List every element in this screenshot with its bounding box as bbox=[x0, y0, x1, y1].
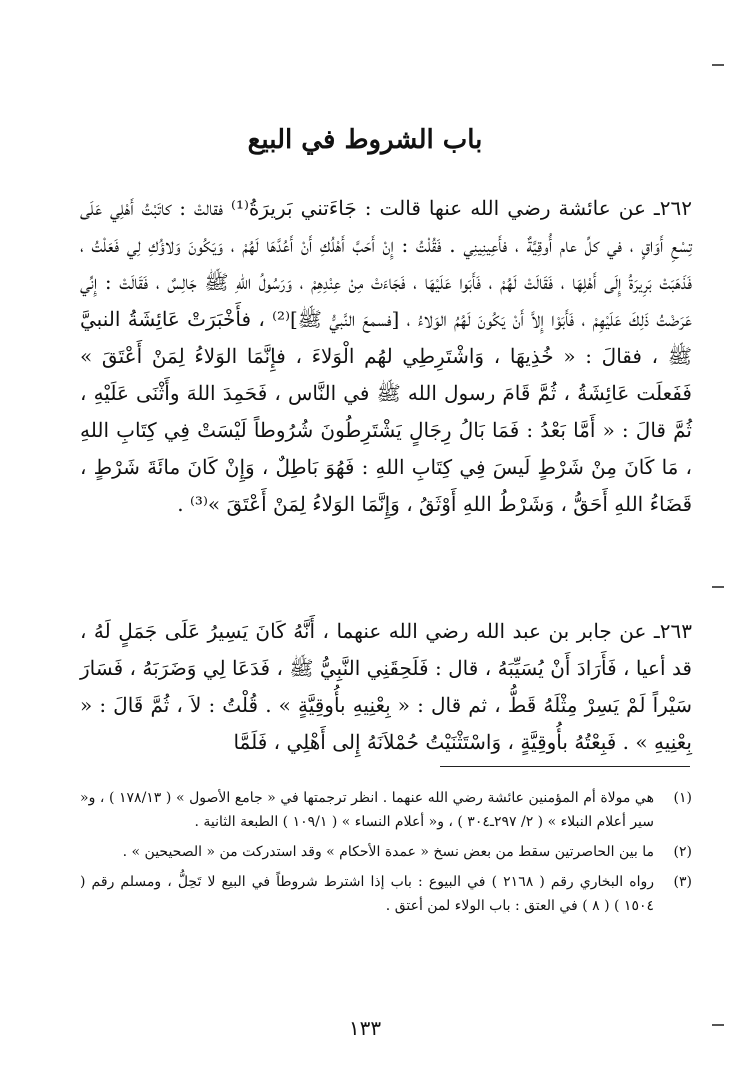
chapter-title: باب الشروط في البيع bbox=[247, 125, 483, 156]
footnote-text: رواه البخاري رقم ( ٢١٦٨ ) في البيوع : باب إذا اشترط شروطاً في البيع لا تَحِلُّ ، ومسلم رقم ( ١٥٠٤ ) ( ٨ ) في العتق : باب الولاء لمن أعتق . bbox=[80, 874, 654, 914]
margin-mark bbox=[712, 64, 724, 66]
footnotes bbox=[80, 786, 692, 924]
footnote bbox=[80, 870, 692, 918]
margin-mark bbox=[712, 586, 724, 588]
footnote-number: (٢) bbox=[673, 844, 692, 860]
footnote-number: (١) bbox=[673, 790, 692, 806]
hadith-262-paragraph: ٢٦٢ـ عن عائشة رضي الله عنها قالت : جَاءَتني بَريرَةُ⁽¹⁾ فقالتْ : كاتَبْتُ أَهْلِي عَلَى تِسْعِ أَوَاقٍ ، في كلِّ عام أُوقِيَّةٌ ، فأَعِينِينِي . فَقُلْتُ : إِنْ أَحَبَّ أَهْلُكِ أَنْ أَعُدَّهَا لَهُمْ ، وَيَكُونَ وَلاؤُكِ لِي فَعَلْتُ ، فَذَهَبَتْ بَرِيرَةُ إِلَى أَهْلِهَا ، فَقَالَتْ لَهُمْ ، فَأَبَوا عَلَيْهَا ، فَجَاءَتْ مِنْ عِنْدِهِمْ ، وَرَسُولُ اللهِ ﷺ جَالِسٌ ، فَقَالَتْ : إِنِّي عَرَضْتُ ذَلِكَ عَلَيْهِمْ ، فَأَبَوْا إِلاَّ أَنْ يَكُونَ لَهُمُ الوَلاءُ ، [فسمعَ النَّبيُّ ﷺ]⁽²⁾ ، فأَخْبَرَتْ عَائِشَةُ النبيَّ ﷺ ، فقالَ : « خُذِيهَا ، وَاشْتَرِطِي لهُم الْوَلاءَ ، فإِنَّمَا الوَلاءُ لِمَنْ أَعْتَقَ » فَفَعلَت عَائِشَةُ ، ثُمَّ قَامَ رسول الله ﷺ في النَّاس ، فَحَمِدَ اللهَ وأَثْنَى عَلَيْهِ ، ثُمَّ قالَ : « أَمَّا بَعْدُ : فَمَا بَالُ رِجَالٍ يَشْتَرِطُونَ شُرُوطاً لَيْسَتْ فِي كِتَابِ اللهِ ، مَا كَانَ مِنْ شَرْطٍ لَيسَ فِي كِتَابِ اللهِ : فَهُوَ بَاطِلٌ ، وَإِنْ كَانَ مائَةَ شَرْطٍ ، قَضَاءُ اللهِ أَحَقُّ ، وَشَرْطُ اللهِ أَوْثَقُ ، وَإِنَّمَا الوَلاءُ لِمَنْ أَعْتَقَ »⁽³⁾ . bbox=[80, 196, 692, 516]
footnote-separator bbox=[440, 766, 690, 767]
hadith-263-paragraph: ٢٦٣ـ عن جابر بن عبد الله رضي الله عنهما ، أَنَّهُ كَانَ يَسِيرُ عَلَى جَمَلٍ لَهُ ، قد أعيا ، فَأَرَادَ أَنْ يُسَيِّبَهُ ، قال : فَلَحِقَنِي النَّبِيُّ ﷺ ، فَدَعَا لِي وَضَرَبَهُ ، فَسَارَ سَيْراً لَمْ يَسِرْ مِثْلَهُ قَطُّ ، ثم قال : « بِعْنِيهِ بأُوقِيَّةٍ » . قُلْتُ : لاَ ، ثُمَّ قَالَ : « بِعْنِيهِ » . فَبِعْتُهُ بأُوقِيَّةٍ ، وَاسْتَثْنَيْتُ حُمْلاَنَهُ إِلى أَهْلِي ، فَلَمَّا bbox=[80, 619, 692, 754]
footnote-number: (٣) bbox=[673, 874, 692, 890]
footnote-text: ما بين الحاصرتين سقط من بعض نسخ « عمدة الأحكام » وقد استدركت من « الصحيحين » . bbox=[122, 844, 654, 860]
footnote-text: هي مولاة أم المؤمنين عائشة رضي الله عنهما . انظر ترجمتها في « جامع الأصول » ( ١٧٨/١٣ ) ، و« سير أعلام النبلاء » ( ٢/ ٢٩٧ـ٣٠٤ ) ، و« أعلام النساء » ( ١٠٩/١ ) الطبعة الثانية . bbox=[80, 790, 654, 830]
page-number: ١٣٣ bbox=[348, 1016, 382, 1040]
footnote bbox=[80, 840, 692, 864]
footnote bbox=[80, 786, 692, 834]
